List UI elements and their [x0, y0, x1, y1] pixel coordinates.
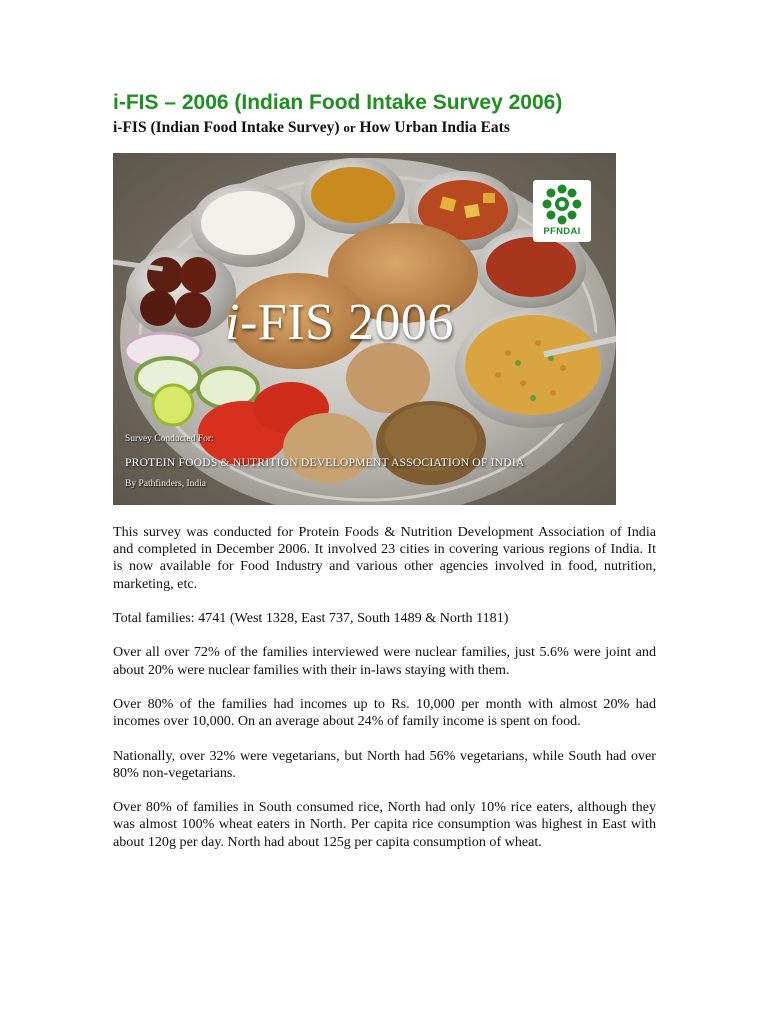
paragraph: This survey was conducted for Protein Foods & Nutrition Development Association of India and completed in December 2006. It involved 23 cities in covering various regions of India. It is now available for Food Industry and various other agencies involved in food, nutrition, marketing, etc. — [113, 524, 656, 592]
cover-organization: PROTEIN FOODS & NUTRITION DEVELOPMENT ASSOCIATION OF INDIA — [125, 456, 525, 469]
paragraph: Over all over 72% of the families interviewed were nuclear families, just 5.6% were joint and about 20% were nuclear families with their in-laws staying with them. — [113, 644, 656, 678]
cover-title-i: i — [225, 294, 240, 351]
page-subtitle — [113, 119, 510, 137]
cover-by-line: By Pathfinders, India — [125, 479, 207, 489]
logo-text: PFNDAI — [543, 226, 581, 237]
cover-title-rest: -FIS 2006 — [239, 294, 454, 351]
body-text — [113, 524, 656, 868]
pfndai-logo — [533, 180, 591, 242]
subtitle-part1: i-FIS (Indian Food Intake Survey) — [113, 119, 340, 136]
subtitle-part3: How Urban India Eats — [359, 119, 510, 136]
paragraph: Total families: 4741 (West 1328, East 737, South 1489 & North 1181) — [113, 610, 509, 626]
cover-conducted-for: Survey Conducted For: — [125, 434, 214, 444]
page-title: i-FIS – 2006 (Indian Food Intake Survey 2006) — [113, 91, 563, 114]
cover-image — [113, 153, 616, 505]
paragraph: Over 80% of families in South consumed rice, North had only 10% rice eaters, although they was almost 100% wheat eaters in North. Per capita rice consumption was highest in East with about 120g per day. North had about 125g per capita consumption of wheat. — [113, 799, 656, 850]
cover-title — [225, 293, 454, 352]
subtitle-or: or — [343, 120, 356, 135]
paragraph: Over 80% of the families had incomes up to Rs. 10,000 per month with almost 20% had incomes over 10,000. On an average about 24% of family income is spent on food. — [113, 695, 656, 730]
flower-logo-icon — [541, 184, 583, 226]
paragraph: Nationally, over 32% were vegetarians, but North had 56% vegetarians, while South had over 80% non-vegetarians. — [113, 747, 656, 781]
